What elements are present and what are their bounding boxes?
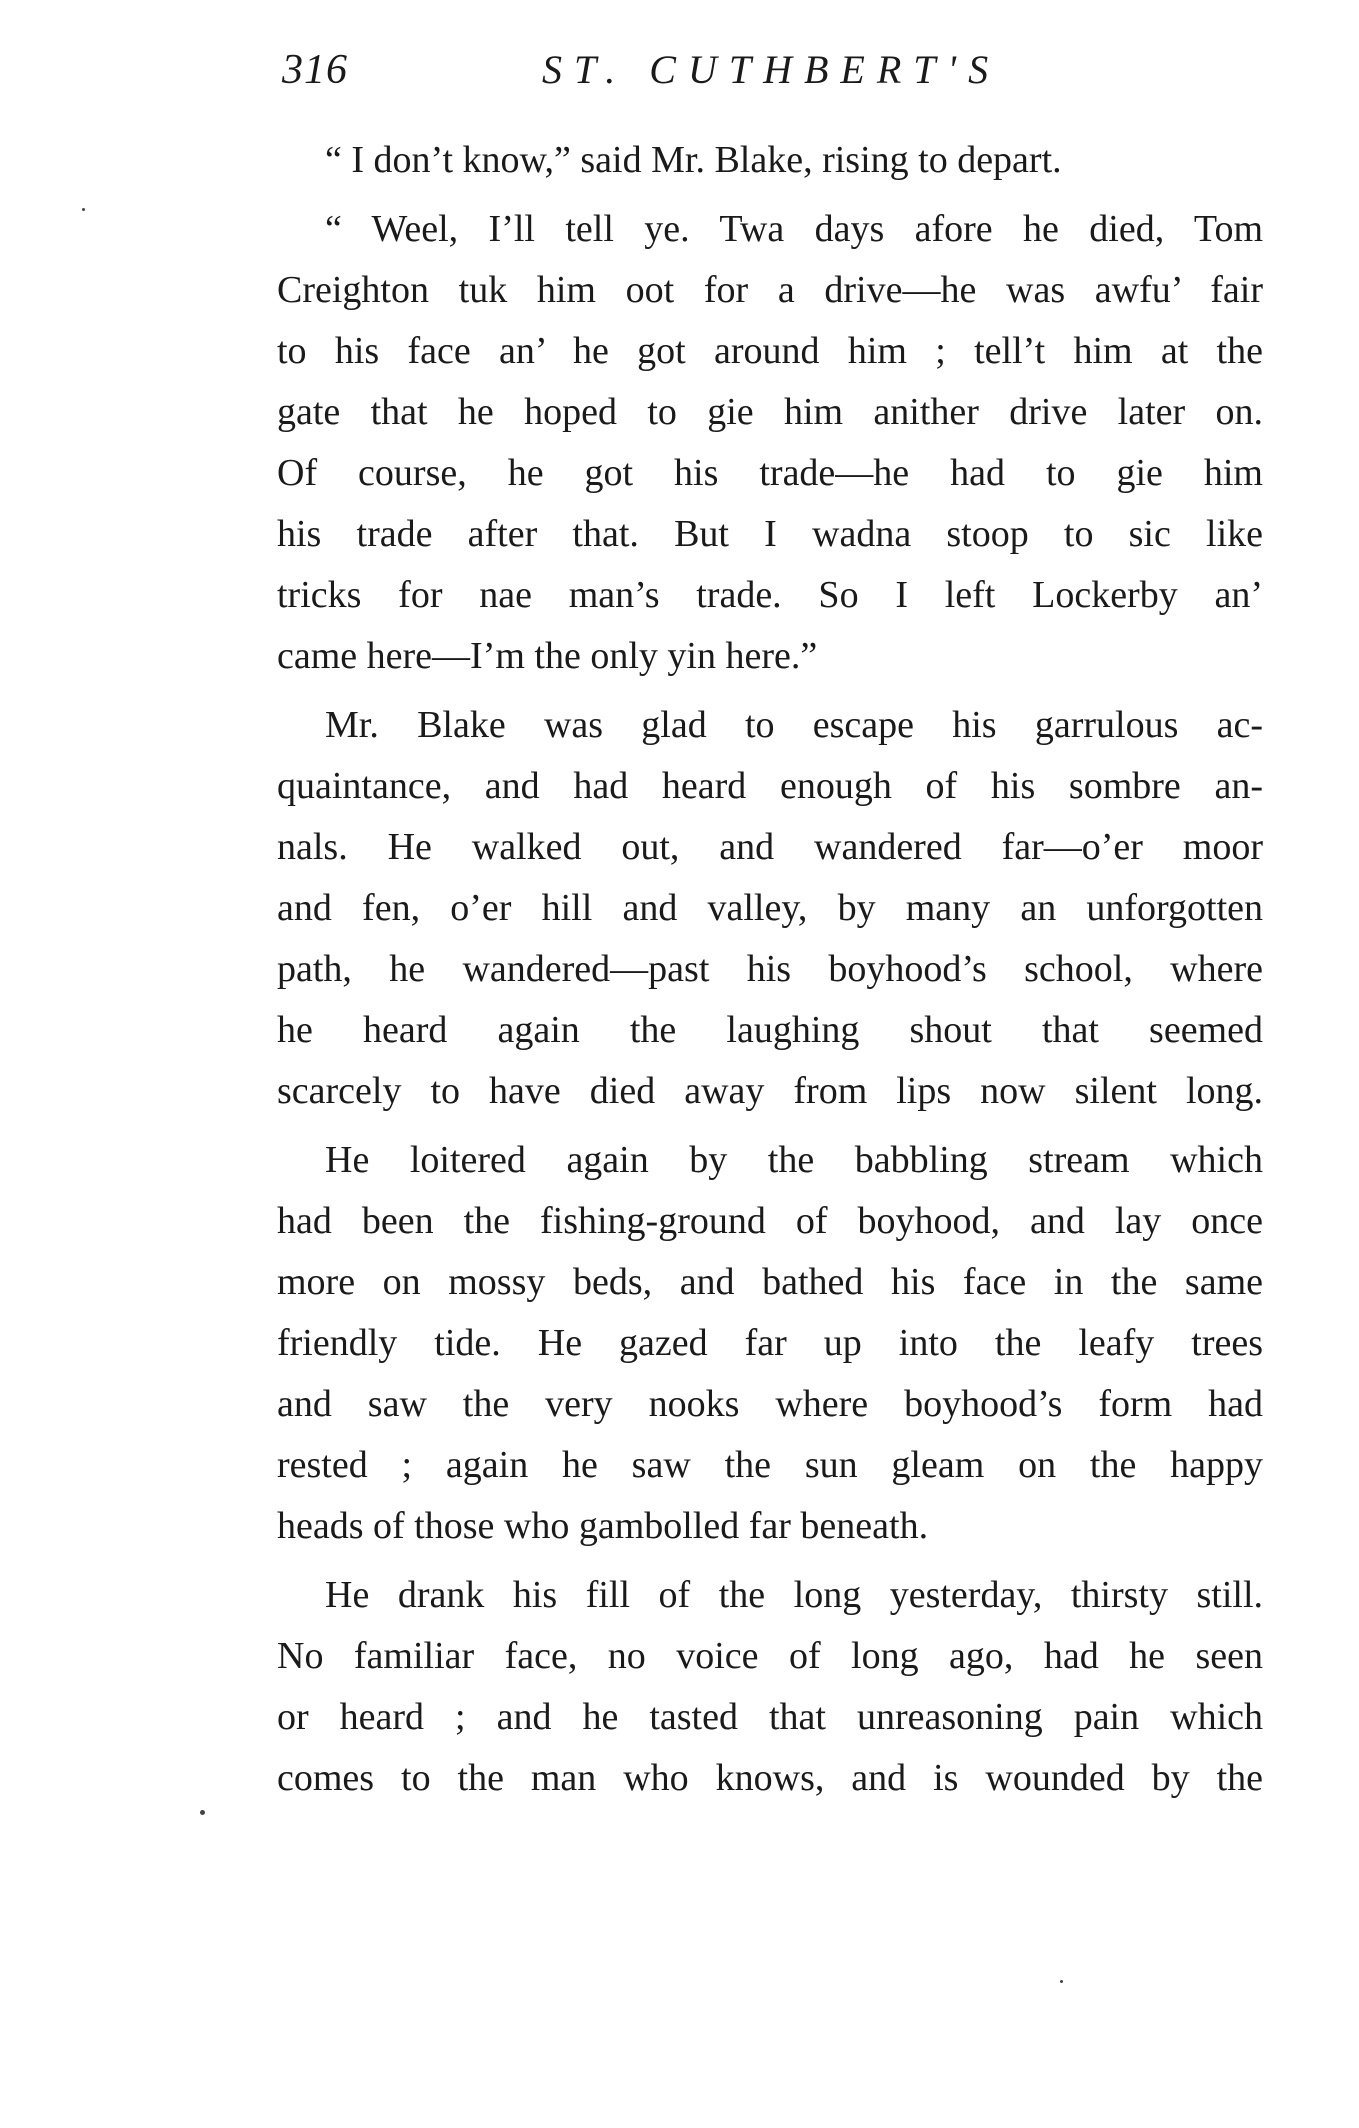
paper-speck: [1060, 1980, 1063, 1983]
text-line: Creighton tuk him oot for a drive—he was awfu’ fair: [277, 269, 1263, 311]
text-line: scarcely to have died away from lips now silent long.: [277, 1070, 1263, 1112]
paper-speck: [82, 208, 85, 211]
text-line: He loitered again by the babbling stream which: [325, 1139, 1263, 1181]
text-line: nals. He walked out, and wandered far—o’er moor: [277, 826, 1263, 868]
text-line: to his face an’ he got around him ; tell’t him at the: [277, 330, 1263, 372]
text-line: gate that he hoped to gie him anither drive later on.: [277, 391, 1263, 433]
paragraph-3: [277, 695, 1263, 1122]
text-line: rested ; again he saw the sun gleam on the happy: [277, 1444, 1263, 1486]
text-line: No familiar face, no voice of long ago, had he seen: [277, 1635, 1263, 1677]
running-head: [282, 46, 1022, 106]
text-line: He drank his fill of the long yesterday, thirsty still.: [325, 1574, 1263, 1616]
page-number: 316: [282, 47, 348, 93]
paragraph-5: [277, 1565, 1263, 1809]
text-line: came here—I’m the only yin here.”: [277, 635, 818, 677]
text-line: Of course, he got his trade—he had to gie him: [277, 452, 1263, 494]
text-line: “ I don’t know,” said Mr. Blake, rising to depart.: [325, 139, 1062, 181]
text-line: his trade after that. But I wadna stoop to sic like: [277, 513, 1263, 555]
text-line: friendly tide. He gazed far up into the leafy trees: [277, 1322, 1263, 1364]
paragraph-1: [277, 130, 1263, 191]
text-line: he heard again the laughing shout that seemed: [277, 1009, 1263, 1051]
text-line: Mr. Blake was glad to escape his garrulous ac-: [325, 704, 1263, 746]
paper-speck: [200, 1810, 205, 1815]
text-line: and saw the very nooks where boyhood’s form had: [277, 1383, 1263, 1425]
running-title: ST. CUTHBERT'S: [542, 47, 1001, 92]
text-line: and fen, o’er hill and valley, by many an unforgotten: [277, 887, 1263, 929]
text-line: quaintance, and had heard enough of his sombre an-: [277, 765, 1263, 807]
text-line: more on mossy beds, and bathed his face in the same: [277, 1261, 1263, 1303]
body-text: [277, 130, 1263, 1817]
text-line: comes to the man who knows, and is wounded by the: [277, 1757, 1263, 1799]
text-line: or heard ; and he tasted that unreasoning pain which: [277, 1696, 1263, 1738]
text-line: “ Weel, I’ll tell ye. Twa days afore he died, Tom: [325, 208, 1263, 250]
paragraph-4: [277, 1130, 1263, 1557]
text-line: heads of those who gambolled far beneath.: [277, 1505, 929, 1547]
text-line: path, he wandered—past his boyhood’s school, where: [277, 948, 1263, 990]
text-line: tricks for nae man’s trade. So I left Lockerby an’: [277, 574, 1263, 616]
text-line: had been the fishing-ground of boyhood, and lay once: [277, 1200, 1263, 1242]
paragraph-2: [277, 199, 1263, 687]
